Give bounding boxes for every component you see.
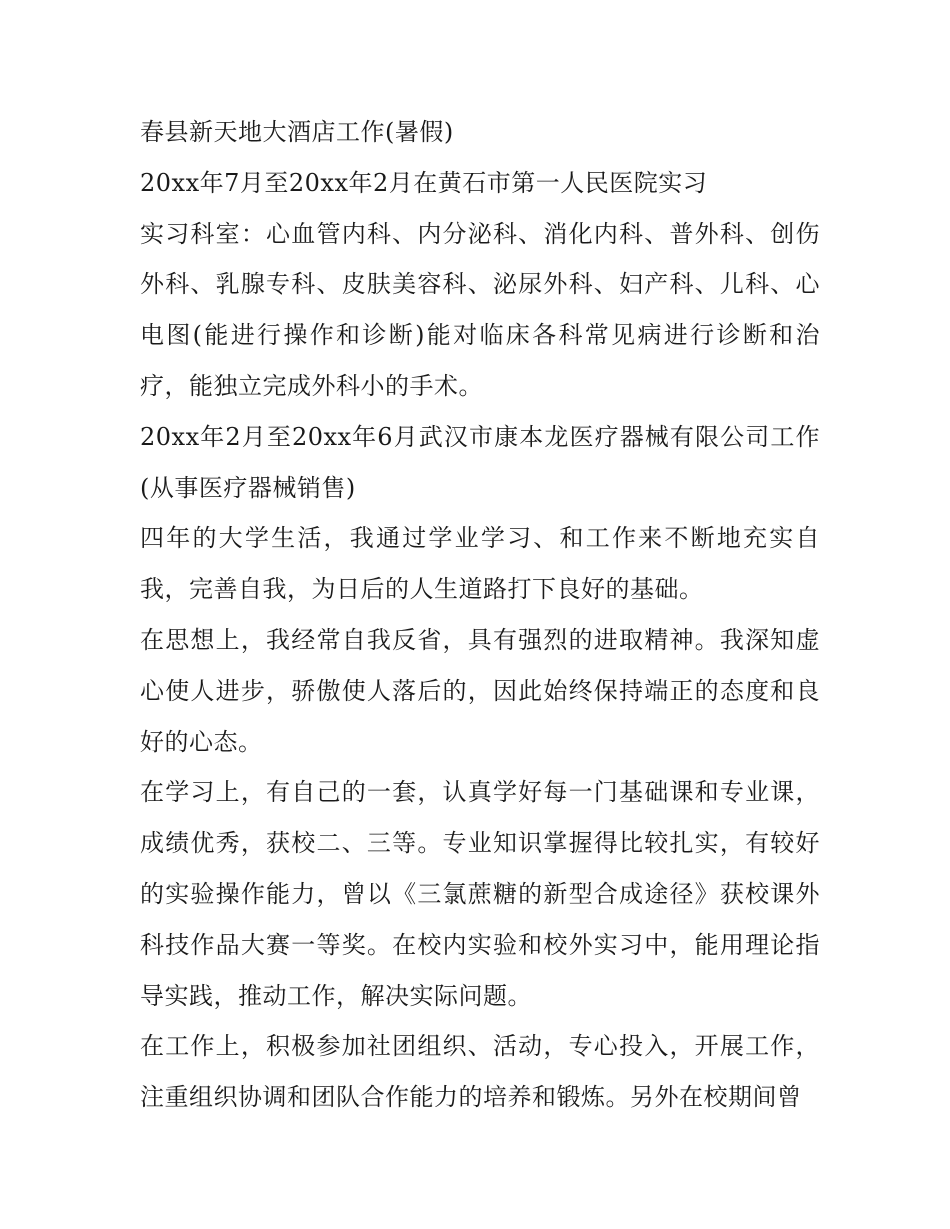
- document-body: [140, 107, 820, 1123]
- paragraph-college-life: 四年的大学生活，我通过学业学习、和工作来不断地充实自我，完善自我，为日后的人生道路打下良好的基础。: [140, 524, 820, 604]
- paragraph-study: 在学习上，有自己的一套，认真学好每一门基础课和专业课，成绩优秀，获校二、三等。专业知识掌握得比较扎实，有较好的实验操作能力，曾以《三氯蔗糖的新型合成途径》获校课外科技作品大赛一等奖。在校内实验和校外实习中，能用理论指导实践，推动工作，解决实际问题。: [140, 778, 820, 1010]
- paragraph-internship-period: 20xx年7月至20xx年2月在黄石市第一人民医院实习: [140, 168, 708, 197]
- paragraph-internship-departments: 实习科室：心血管内科、内分泌科、消化内科、普外科、创伤外科、乳腺专科、皮肤美容科、泌尿外科、妇产科、儿科、心电图(能进行操作和诊断)能对临床各科常见病进行诊断和治疗，能独立完成外科小的手术。: [140, 219, 820, 400]
- paragraph-sales-job: 20xx年2月至20xx年6月武汉市康本龙医疗器械有限公司工作(从事医疗器械销售): [140, 422, 820, 502]
- paragraph-ideology: 在思想上，我经常自我反省，具有强烈的进取精神。我深知虚心使人进步，骄傲使人落后的，因此始终保持端正的态度和良好的心态。: [140, 625, 820, 756]
- paragraph-summer-job: 春县新天地大酒店工作(暑假): [140, 118, 454, 146]
- paragraph-work: 在工作上，积极参加社团组织、活动，专心投入，开展工作，注重组织协调和团队合作能力的培养和锻炼。另外在校期间曾: [140, 1032, 820, 1112]
